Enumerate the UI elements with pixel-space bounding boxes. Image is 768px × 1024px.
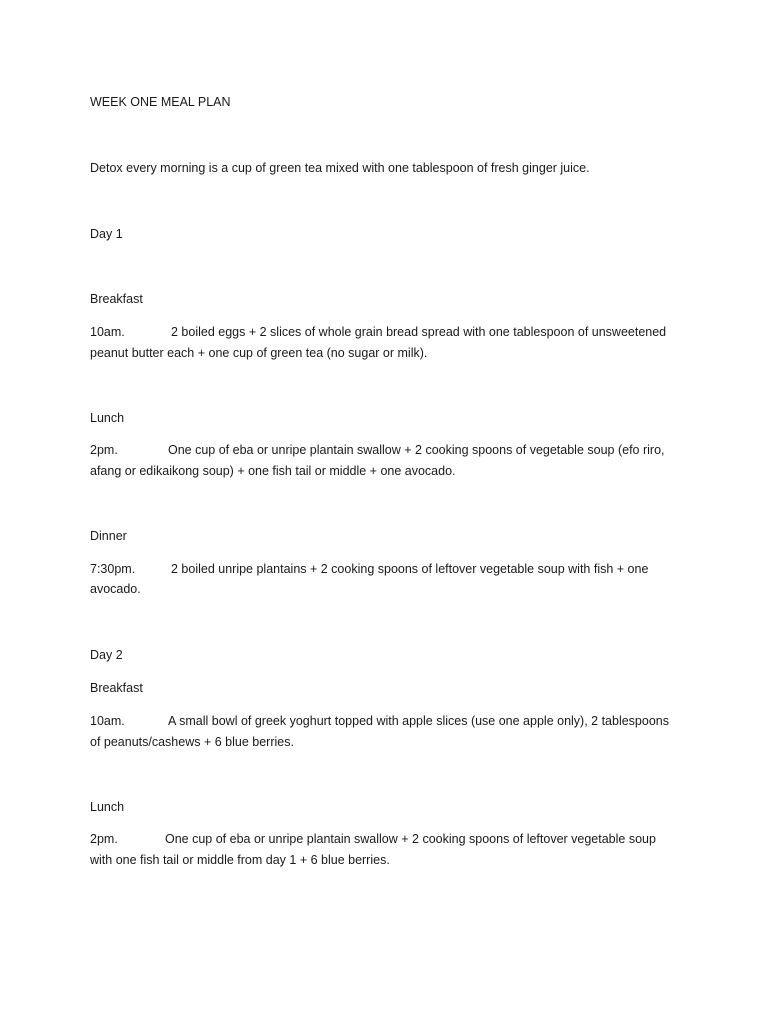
meal-time: 2pm. [90,832,118,846]
day-heading: Day 2 [90,648,123,662]
meal-heading-lunch: Lunch [90,411,125,425]
meal-time: 10am. [90,714,125,728]
meal-description-continued: avocado. [90,582,141,596]
meal-description-continued: afang or edikaikong soup) + one fish tail or middle + one avocado. [90,464,456,478]
meal-heading-dinner: Dinner [90,529,127,543]
meal-heading-breakfast: Breakfast [90,681,143,695]
meal-time: 2pm. [90,443,118,457]
detox-note: Detox every morning is a cup of green tea mixed with one tablespoon of fresh ginger juice. [90,161,590,175]
meal-description-continued: with one fish tail or middle from day 1 + 6 blue berries. [90,853,390,867]
meal-description-continued: peanut butter each + one cup of green tea (no sugar or milk). [90,346,428,360]
meal-description-continued: of peanuts/cashews + 6 blue berries. [90,735,294,749]
meal-description: One cup of eba or unripe plantain swallow + 2 cooking spoons of vegetable soup (efo riro, [168,443,665,457]
meal-entry-line [90,440,690,460]
meal-description: 2 boiled eggs + 2 slices of whole grain bread spread with one tablespoon of unsweetened [171,325,667,339]
meal-heading-lunch: Lunch [90,800,125,814]
meal-description: One cup of eba or unripe plantain swallow + 2 cooking spoons of leftover vegetable soup [165,832,656,846]
meal-time: 7:30pm. [90,562,136,576]
day-heading: Day 1 [90,227,123,241]
meal-entry-line [90,322,690,342]
meal-time: 10am. [90,325,125,339]
page-title: WEEK ONE MEAL PLAN [90,95,231,109]
meal-entry-line [90,711,690,731]
meal-entry-line [90,829,690,849]
meal-description: A small bowl of greek yoghurt topped with apple slices (use one apple only), 2 tablespoons [168,714,669,728]
meal-entry-line [90,559,690,579]
meal-description: 2 boiled unripe plantains + 2 cooking spoons of leftover vegetable soup with fish + one [171,562,649,576]
meal-heading-breakfast: Breakfast [90,292,143,306]
